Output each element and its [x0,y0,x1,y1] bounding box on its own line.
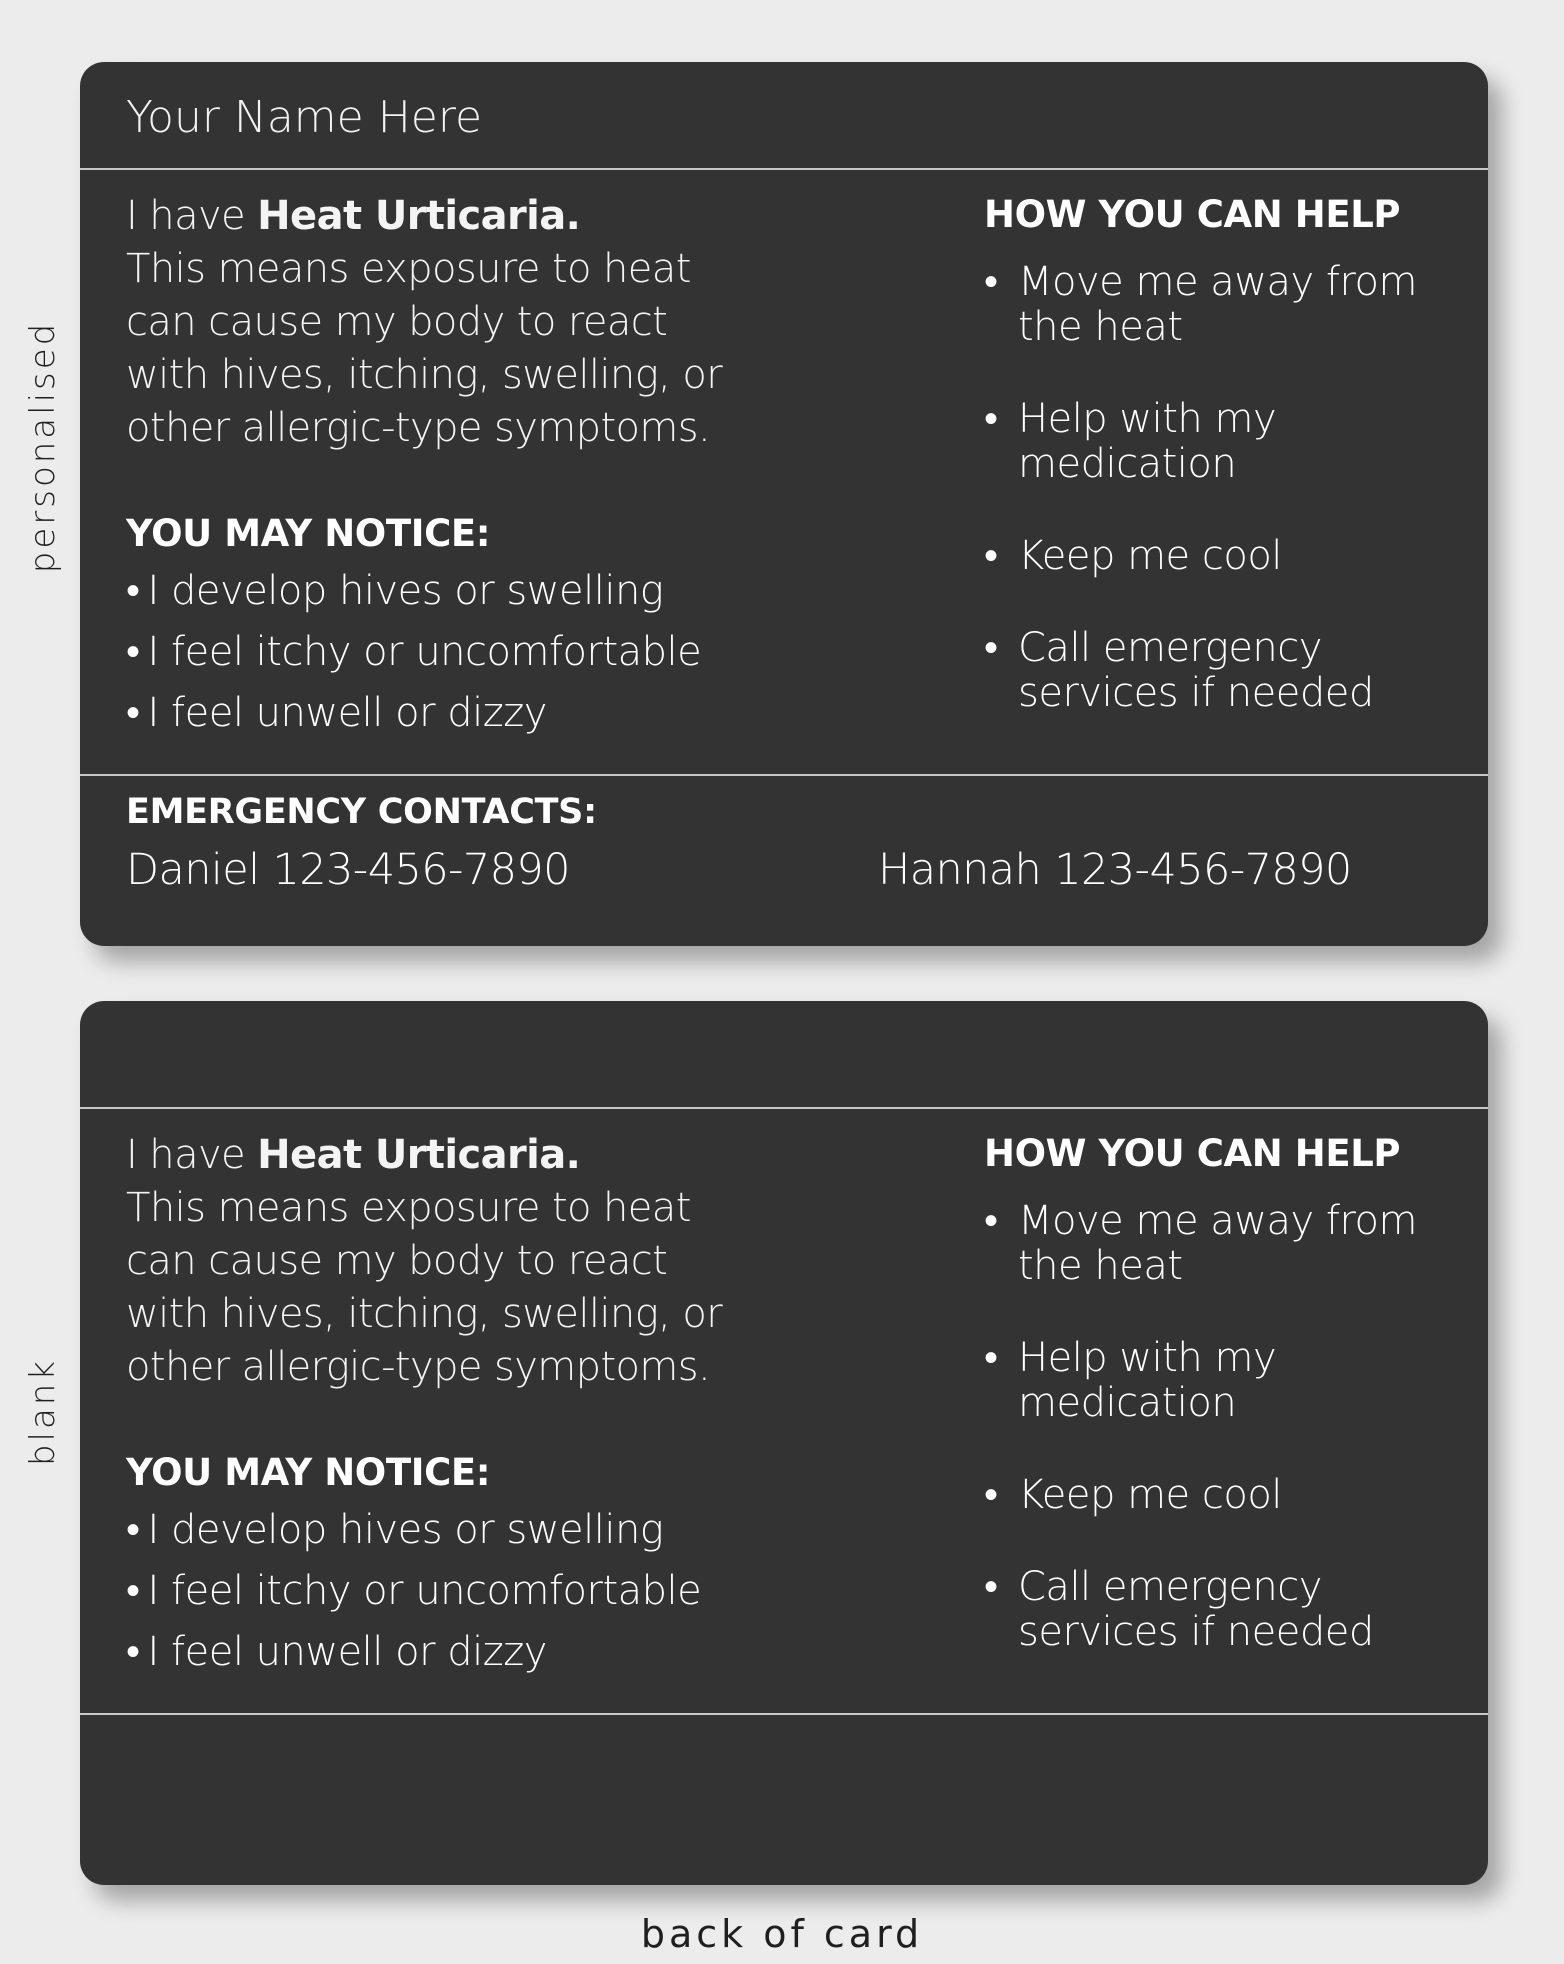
condition-name: Heat Urticaria. [257,193,581,239]
contacts-divider [80,1713,1488,1715]
notice-list [126,1500,701,1683]
back-of-card-label: back of card [640,1912,924,1956]
intro-line: This means exposure to heat [126,1185,691,1231]
intro-line: other allergic-type symptoms. [126,1344,711,1390]
notice-item: • I feel itchy or uncomfortable [126,1561,701,1622]
help-item: • Call emergency services if needed [984,1565,1458,1655]
condition-intro [126,1129,826,1394]
help-item: • Keep me cool [984,534,1458,579]
help-item: • Help with my medication [984,1336,1458,1426]
help-heading: HOW YOU CAN HELP [984,1132,1401,1175]
header-divider [80,1107,1488,1109]
personalised-card [80,62,1488,946]
notice-heading: YOU MAY NOTICE: [126,1451,491,1494]
personalised-label: personalised [23,320,63,574]
emergency-contact: Hannah 123-456-7890 [878,845,1352,895]
intro-line: other allergic-type symptoms. [126,405,711,451]
help-heading: HOW YOU CAN HELP [984,193,1401,236]
intro-prefix: I have [126,1132,258,1178]
cardholder-name: Your Name Here [126,92,483,143]
intro-line: with hives, itching, swelling, or [126,1291,723,1337]
help-list [984,1199,1458,1702]
intro-line: This means exposure to heat [126,246,691,292]
help-item: • Call emergency services if needed [984,626,1458,716]
intro-line: can cause my body to react [126,299,668,345]
contacts-divider [80,774,1488,776]
notice-item: • I feel unwell or dizzy [126,683,701,744]
help-item: • Move me away from the heat [984,1199,1458,1289]
condition-name: Heat Urticaria. [257,1132,581,1178]
notice-item: • I feel unwell or dizzy [126,1622,701,1683]
intro-line: with hives, itching, swelling, or [126,352,723,398]
emergency-contacts-heading: EMERGENCY CONTACTS: [126,792,597,832]
help-list [984,260,1458,763]
header-divider [80,168,1488,170]
blank-card [80,1001,1488,1885]
intro-prefix: I have [126,193,258,239]
condition-intro [126,190,826,455]
intro-line: can cause my body to react [126,1238,668,1284]
notice-heading: YOU MAY NOTICE: [126,512,491,555]
notice-list [126,561,701,744]
notice-item: • I feel itchy or uncomfortable [126,622,701,683]
help-item: • Help with my medication [984,397,1458,487]
help-item: • Keep me cool [984,1473,1458,1518]
notice-item: • I develop hives or swelling [126,561,701,622]
blank-label: blank [23,1357,63,1467]
emergency-contact: Daniel 123-456-7890 [126,845,570,895]
help-item: • Move me away from the heat [984,260,1458,350]
notice-item: • I develop hives or swelling [126,1500,701,1561]
